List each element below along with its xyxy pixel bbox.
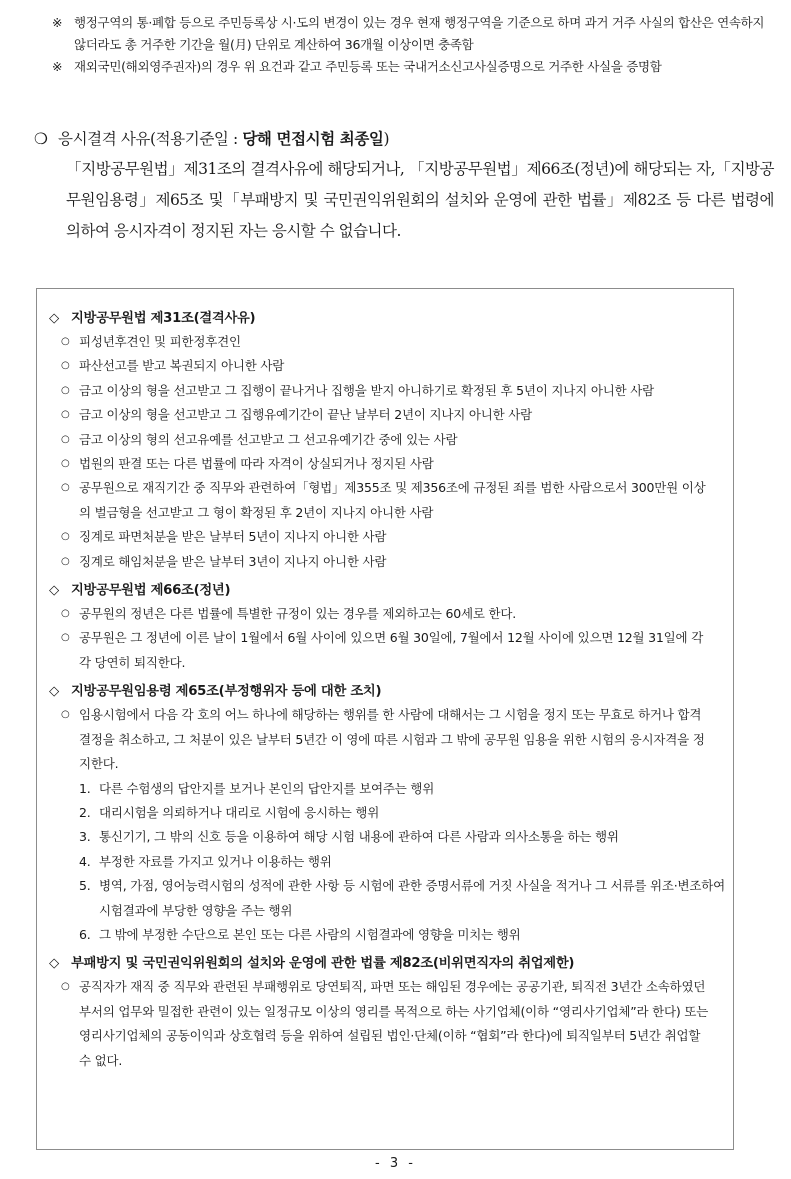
item-number: 5. — [79, 878, 91, 894]
law-item — [49, 975, 735, 1073]
law-item-text: 금고 이상의 형의 선고유예를 선고받고 그 선고유예기간 중에 있는 사람 — [79, 431, 458, 447]
law-item — [49, 330, 735, 354]
law-item-text: 공무원으로 재직기간 중 직무와 관련하여「형법」제355조 및 제356조에 규정된 죄를 범한 사람으로서 300만원 이상의 벌금형을 선고받고 그 형이 확정된 후 2년이 지나지 아니한 사람 — [79, 480, 706, 520]
circle-bullet-icon: ○ — [61, 555, 70, 567]
numbered-item-text: 대리시험을 의뢰하거나 대리로 시험에 응시하는 행위 — [99, 804, 380, 820]
law-item — [49, 703, 735, 776]
item-number: 3. — [79, 829, 91, 845]
law-item — [49, 403, 735, 427]
numbered-item — [49, 777, 735, 801]
circle-bullet-icon: ○ — [61, 384, 70, 396]
circle-bullet-icon: ○ — [61, 458, 70, 470]
circle-bullet-icon: ○ — [61, 433, 70, 445]
law-item-text: 징계로 해임처분을 받은 날부터 3년이 지나지 아니한 사람 — [79, 553, 387, 569]
law-item — [49, 452, 735, 476]
numbered-item-text: 병역, 가점, 영어능력시험의 성적에 관한 사항 등 시험에 관한 증명서류에 거짓 사실을 적거나 그 서류를 위조·변조하여 시험결과에 부당한 영향을 주는 행위 — [99, 878, 726, 918]
diamond-icon: ◇ — [49, 684, 59, 700]
law-block — [49, 579, 735, 675]
law-block — [49, 307, 735, 574]
law-title — [49, 680, 735, 703]
law-item-text: 공무원은 그 정년에 이른 날이 1월에서 6월 사이에 있으면 6월 30일에, 7월에서 12월 사이에 있으면 12월 31일에 각각 당연히 퇴직한다. — [79, 630, 704, 670]
disqualification-section — [34, 126, 774, 247]
law-title-text: 부패방지 및 국민권익위원회의 설치와 운영에 관한 법률 제82조(비위면직자의 취업제한) — [71, 956, 575, 972]
circle-bullet-icon: ○ — [61, 360, 70, 372]
law-item-text: 법원의 판결 또는 다른 법률에 따라 자격이 상실되거나 정지된 사람 — [79, 456, 434, 472]
note-0 — [52, 12, 777, 56]
note-1 — [52, 56, 777, 78]
numbered-item — [49, 874, 735, 923]
heading-prefix: 응시결격 사유(적용기준일 : — [58, 130, 243, 148]
numbered-item-text: 다른 수험생의 답안지를 보거나 본인의 답안지를 보여주는 행위 — [99, 780, 435, 796]
law-item-text: 임용시험에서 다음 각 호의 어느 하나에 해당하는 행위를 한 사람에 대해서는 그 시험을 정지 또는 무효로 하거나 합격 결정을 취소하고, 그 처분이 있은 날부터 5년간 이 영에 따른 시험과 그 밖에 공무원 임용을 위한 시험의 응시자격을 정지한다. — [79, 707, 705, 772]
law-reference-box — [36, 288, 734, 1150]
law-item — [49, 525, 735, 549]
heading-bold: 당해 면접시험 최종일 — [242, 129, 384, 148]
law-title — [49, 579, 735, 602]
circle-bullet-icon: ○ — [61, 409, 70, 421]
law-item — [49, 354, 735, 378]
item-number: 2. — [79, 804, 91, 820]
law-item-text: 징계로 파면처분을 받은 날부터 5년이 지나지 아니한 사람 — [79, 529, 387, 545]
circle-bullet-icon: ○ — [61, 482, 70, 494]
numbered-item — [49, 825, 735, 849]
numbered-item — [49, 923, 735, 947]
law-block — [49, 952, 735, 1073]
law-item — [49, 379, 735, 403]
law-item — [49, 602, 735, 626]
circle-bullet-icon: ○ — [61, 336, 70, 347]
law-title — [49, 952, 735, 975]
section-bullet-icon: ❍ — [34, 130, 48, 148]
circle-bullet-icon: ○ — [61, 709, 70, 721]
circle-bullet-icon: ○ — [61, 981, 70, 993]
diamond-icon: ◇ — [49, 311, 59, 326]
note-mark: ※ — [52, 15, 63, 30]
law-item-text: 공무원의 정년은 다른 법률에 특별한 규정이 있는 경우를 제외하고는 60세로 한다. — [79, 606, 517, 622]
numbered-item-text: 통신기기, 그 밖의 신호 등을 이용하여 해당 시험 내용에 관하여 다른 사람과 의사소통을 하는 행위 — [99, 829, 619, 845]
law-item-text: 금고 이상의 형을 선고받고 그 집행유예기간이 끝난 날부터 2년이 지나지 아니한 사람 — [79, 407, 533, 423]
law-item — [49, 428, 735, 452]
circle-bullet-icon: ○ — [61, 608, 70, 620]
item-number: 4. — [79, 853, 91, 869]
law-item-text: 공직자가 재직 중 직무와 관련된 부패행위로 당연퇴직, 파면 또는 해임된 경우에는 공공기관, 퇴직전 3년간 소속하였던 부서의 업무와 밀접한 관련이 있는 일정규모 이상의 영리를 목적으로 하는 사기업체(이하 “영리사기업체”라 한다) 또는 영리사기업체의 공동이익과 상호협력 등을 위하여 설립된 법인·단체(이하 “협회”라 한다)에 퇴직일부터 5년간 취업할 수 없다. — [79, 979, 709, 1068]
numbered-item — [49, 850, 735, 874]
law-title-text: 지방공무원법 제66조(정년) — [71, 583, 231, 599]
law-item-text: 파산선고를 받고 복권되지 아니한 사람 — [79, 358, 285, 374]
numbered-item-text: 그 밖에 부정한 수단으로 본인 또는 다른 사람의 시험결과에 영향을 미치는 행위 — [99, 926, 521, 942]
note-mark: ※ — [52, 59, 63, 74]
heading-suffix: ) — [383, 130, 390, 148]
section-body: 「지방공무원법」제31조의 결격사유에 해당되거나, 「지방공무원법」제66조(정년)에 해당되는 자,「지방공무원임용령」제65조 및「부패방지 및 국민권익위원회의 설치와 운영에 관한 법률」제82조 등 다른 법령에 의하여 응시자격이 정지된 자는 응시할 수 없습니다. — [66, 160, 774, 240]
item-number: 6. — [79, 926, 91, 942]
law-list — [49, 307, 735, 1078]
numbered-item — [49, 801, 735, 825]
section-heading — [34, 126, 774, 152]
section-heading-text — [58, 126, 389, 152]
law-item-text: 금고 이상의 형을 선고받고 그 집행이 끝나거나 집행을 받지 아니하기로 확정된 후 5년이 지나지 아니한 사람 — [79, 382, 654, 398]
law-title-text: 지방공무원임용령 제65조(부정행위자 등에 대한 조치) — [71, 684, 382, 700]
law-item-text: 피성년후견인 및 피한정후견인 — [79, 334, 241, 349]
circle-bullet-icon: ○ — [61, 632, 70, 644]
diamond-icon: ◇ — [49, 956, 59, 972]
numbered-item-text: 부정한 자료를 가지고 있거나 이용하는 행위 — [99, 853, 332, 869]
law-item — [49, 476, 735, 525]
law-block — [49, 680, 735, 947]
diamond-icon: ◇ — [49, 583, 59, 599]
law-title-text: 지방공무원법 제31조(결격사유) — [71, 311, 256, 326]
note-text: 재외국민(해외영주권자)의 경우 위 요건과 같고 주민등록 또는 국내거소신고사실증명으로 거주한 사실을 증명함 — [74, 59, 662, 74]
law-item — [49, 550, 735, 574]
note-text: 행정구역의 통·폐합 등으로 주민등록상 시·도의 변경이 있는 경우 현재 행정구역을 기준으로 하며 과거 거주 사실의 합산은 연속하지 않더라도 총 거주한 기간을 월(月) 단위로 계산하여 36개월 이상이면 충족함 — [74, 15, 765, 52]
item-number: 1. — [79, 780, 91, 796]
law-title — [49, 307, 735, 330]
circle-bullet-icon: ○ — [61, 531, 70, 543]
law-item — [49, 626, 735, 675]
page-number: - 3 - — [375, 1156, 416, 1171]
notes-block — [52, 12, 777, 78]
